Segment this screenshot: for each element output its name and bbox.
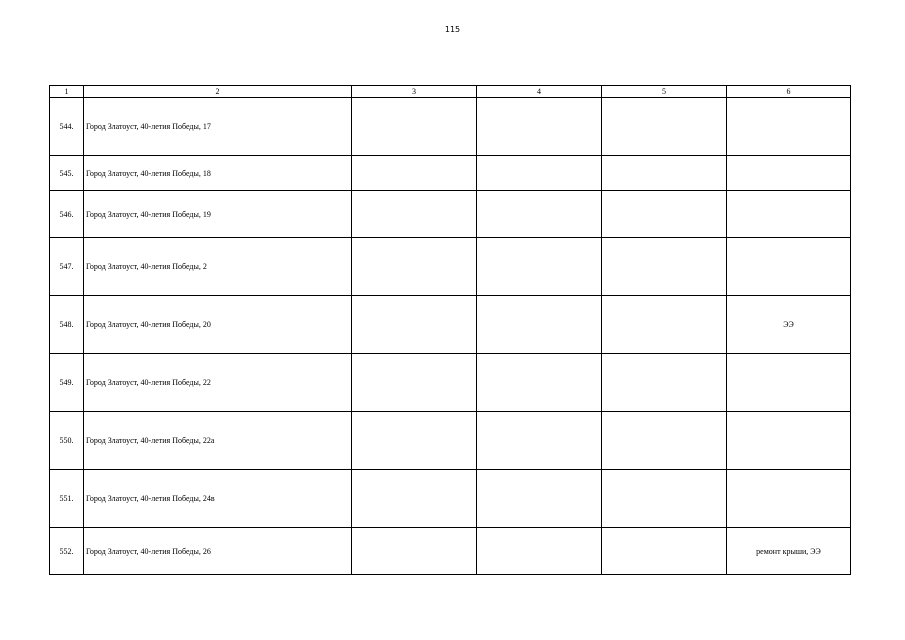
table-row xyxy=(50,296,851,354)
cell-col4 xyxy=(477,528,602,575)
cell-col3 xyxy=(352,412,477,470)
cell-col4 xyxy=(477,98,602,156)
row-address: Город Златоуст, 40-летия Победы, 19 xyxy=(84,191,352,238)
cell-col5 xyxy=(602,354,727,412)
cell-col3 xyxy=(352,238,477,296)
row-address: Город Златоуст, 40-летия Победы, 24в xyxy=(84,470,352,528)
cell-col3 xyxy=(352,470,477,528)
cell-col5 xyxy=(602,296,727,354)
row-number: 549. xyxy=(50,354,84,412)
column-header-2: 2 xyxy=(84,86,352,98)
table-row xyxy=(50,191,851,238)
page-number: 115 xyxy=(444,25,461,34)
cell-col5 xyxy=(602,528,727,575)
table-row xyxy=(50,238,851,296)
cell-col5 xyxy=(602,470,727,528)
cell-col4 xyxy=(477,470,602,528)
row-number: 548. xyxy=(50,296,84,354)
column-header-3: 3 xyxy=(352,86,477,98)
row-address: Город Златоуст, 40-летия Победы, 26 xyxy=(84,528,352,575)
cell-col5 xyxy=(602,412,727,470)
cell-col3 xyxy=(352,354,477,412)
cell-col4 xyxy=(477,412,602,470)
row-number: 550. xyxy=(50,412,84,470)
cell-col4 xyxy=(477,354,602,412)
cell-col6: ремонт крыши, ЭЭ xyxy=(727,528,851,575)
cell-col5 xyxy=(602,98,727,156)
cell-col3 xyxy=(352,296,477,354)
cell-col6 xyxy=(727,412,851,470)
cell-col3 xyxy=(352,528,477,575)
column-header-6: 6 xyxy=(727,86,851,98)
cell-col3 xyxy=(352,98,477,156)
cell-col4 xyxy=(477,191,602,238)
row-address: Город Златоуст, 40-летия Победы, 2 xyxy=(84,238,352,296)
column-header-5: 5 xyxy=(602,86,727,98)
cell-col6 xyxy=(727,156,851,191)
row-number: 547. xyxy=(50,238,84,296)
row-address: Город Златоуст, 40-летия Победы, 22 xyxy=(84,354,352,412)
row-address: Город Златоуст, 40-летия Победы, 22а xyxy=(84,412,352,470)
cell-col5 xyxy=(602,238,727,296)
cell-col6 xyxy=(727,98,851,156)
cell-col5 xyxy=(602,191,727,238)
row-address: Город Златоуст, 40-летия Победы, 20 xyxy=(84,296,352,354)
row-address: Город Златоуст, 40-летия Победы, 17 xyxy=(84,98,352,156)
row-number: 545. xyxy=(50,156,84,191)
table-row xyxy=(50,156,851,191)
table-row xyxy=(50,98,851,156)
row-address: Город Златоуст, 40-летия Победы, 18 xyxy=(84,156,352,191)
buildings-table xyxy=(49,85,851,575)
table-row xyxy=(50,354,851,412)
cell-col3 xyxy=(352,156,477,191)
cell-col3 xyxy=(352,191,477,238)
cell-col5 xyxy=(602,156,727,191)
row-number: 544. xyxy=(50,98,84,156)
column-header-4: 4 xyxy=(477,86,602,98)
cell-col6 xyxy=(727,191,851,238)
column-header-1: 1 xyxy=(50,86,84,98)
table-row xyxy=(50,528,851,575)
cell-col6 xyxy=(727,238,851,296)
table-row xyxy=(50,470,851,528)
cell-col6: ЭЭ xyxy=(727,296,851,354)
cell-col4 xyxy=(477,296,602,354)
row-number: 546. xyxy=(50,191,84,238)
table-header-row xyxy=(50,86,851,98)
cell-col4 xyxy=(477,238,602,296)
row-number: 551. xyxy=(50,470,84,528)
cell-col6 xyxy=(727,470,851,528)
row-number: 552. xyxy=(50,528,84,575)
table-row xyxy=(50,412,851,470)
cell-col4 xyxy=(477,156,602,191)
cell-col6 xyxy=(727,354,851,412)
